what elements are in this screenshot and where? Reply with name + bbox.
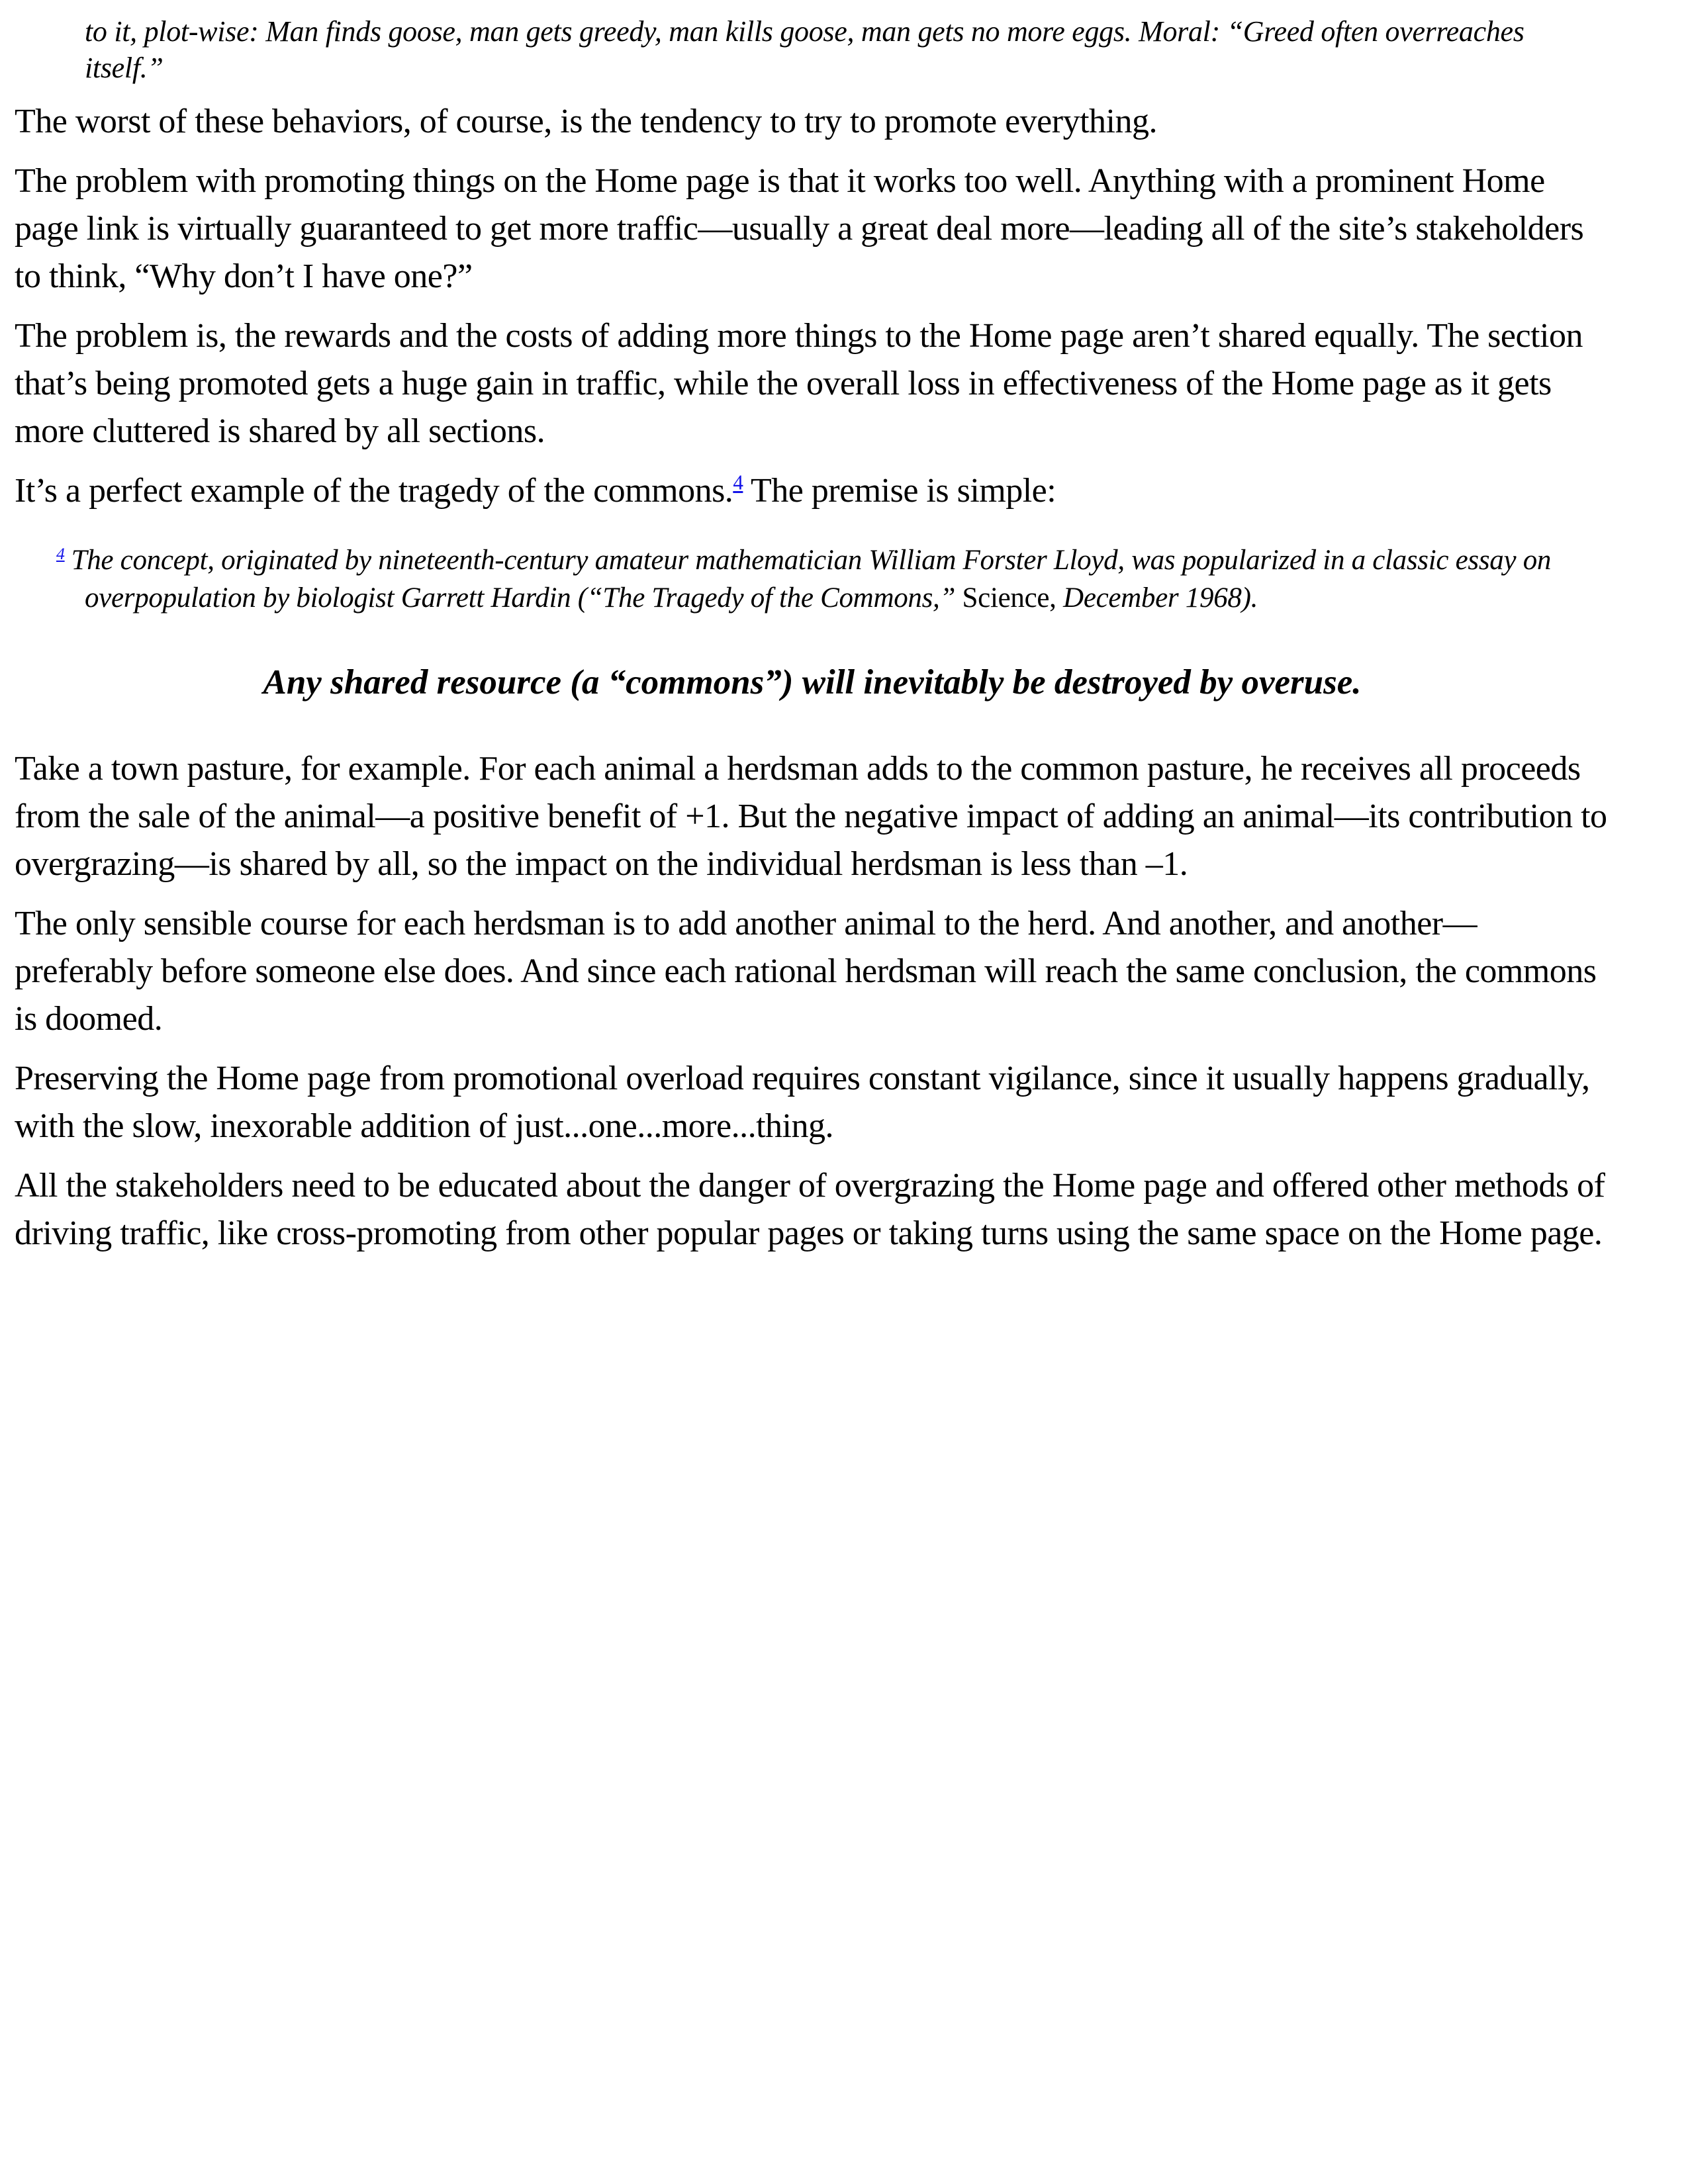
pull-quote: Any shared resource (a “commons”) will inevitably be destroyed by overuse. bbox=[263, 663, 1362, 702]
footnote-marker-link[interactable]: 4 bbox=[56, 543, 65, 563]
paragraph-the-worst: The worst of these behaviors, of course, is the tendency to try to promote everything. bbox=[15, 103, 1157, 140]
tragedy-text-before: It’s a perfect example of the tragedy of the commons. bbox=[15, 472, 733, 510]
paragraph-sensible-course: The only sensible course for each herdsman is to add another animal to the herd. And another, and another—preferably before someone else does. And since each rational herdsman will reach the same conclusion, the commons is doomed. bbox=[15, 905, 1597, 1038]
paragraph-preserving: Preserving the Home page from promotional overload requires constant vigilance, since it usually happens gradually, with the slow, inexorable addition of just...one...more...thing. bbox=[15, 1060, 1590, 1145]
footnote-journal-name: Science, bbox=[962, 582, 1056, 614]
tragedy-text-after: The premise is simple: bbox=[743, 472, 1056, 510]
paragraph-tragedy-commons bbox=[15, 467, 1610, 515]
paragraph-rewards-costs: The problem is, the rewards and the costs of adding more things to the Home page aren’t shared equally. The section that’s being promoted gets a huge gain in traffic, while the overall loss in effectiveness of the Home page as it gets more cluttered is shared by all sections. bbox=[15, 317, 1583, 450]
footnote bbox=[56, 541, 1610, 617]
blockquote-continuation: to it, plot-wise: Man finds goose, man gets greedy, man kills goose, man gets no more eggs. Moral: “Greed often overreaches itself.” bbox=[85, 15, 1524, 84]
footnote-text-end: December 1968). bbox=[1056, 582, 1258, 614]
paragraph-promoting: The problem with promoting things on the Home page is that it works too well. Anything with a prominent Home page link is virtually guaranteed to get more traffic—usually a great deal more—leading all of the site’s stakeholders to think, “Why don’t I have one?” bbox=[15, 162, 1584, 295]
paragraph-stakeholders: All the stakeholders need to be educated about the danger of overgrazing the Home page and offered other methods of driving traffic, like cross-promoting from other popular pages or taking turns using the same space on the Home page. bbox=[15, 1167, 1605, 1252]
footnote-ref-link[interactable]: 4 bbox=[733, 471, 743, 494]
footnote-text: The concept, originated by nineteenth-century amateur mathematician William Forster Lloyd, was popularized in a classic essay on overpopulation by biologist Garrett Hardin (“The Tragedy of the Commons,” bbox=[71, 545, 1552, 614]
paragraph-town-pasture: Take a town pasture, for example. For each animal a herdsman adds to the common pasture, he receives all proceeds from the sale of the animal—a positive benefit of +1. But the negative impact of adding an animal—its contribution to overgrazing—is shared by all, so the impact on the individual herdsman is less than –1. bbox=[15, 750, 1607, 883]
